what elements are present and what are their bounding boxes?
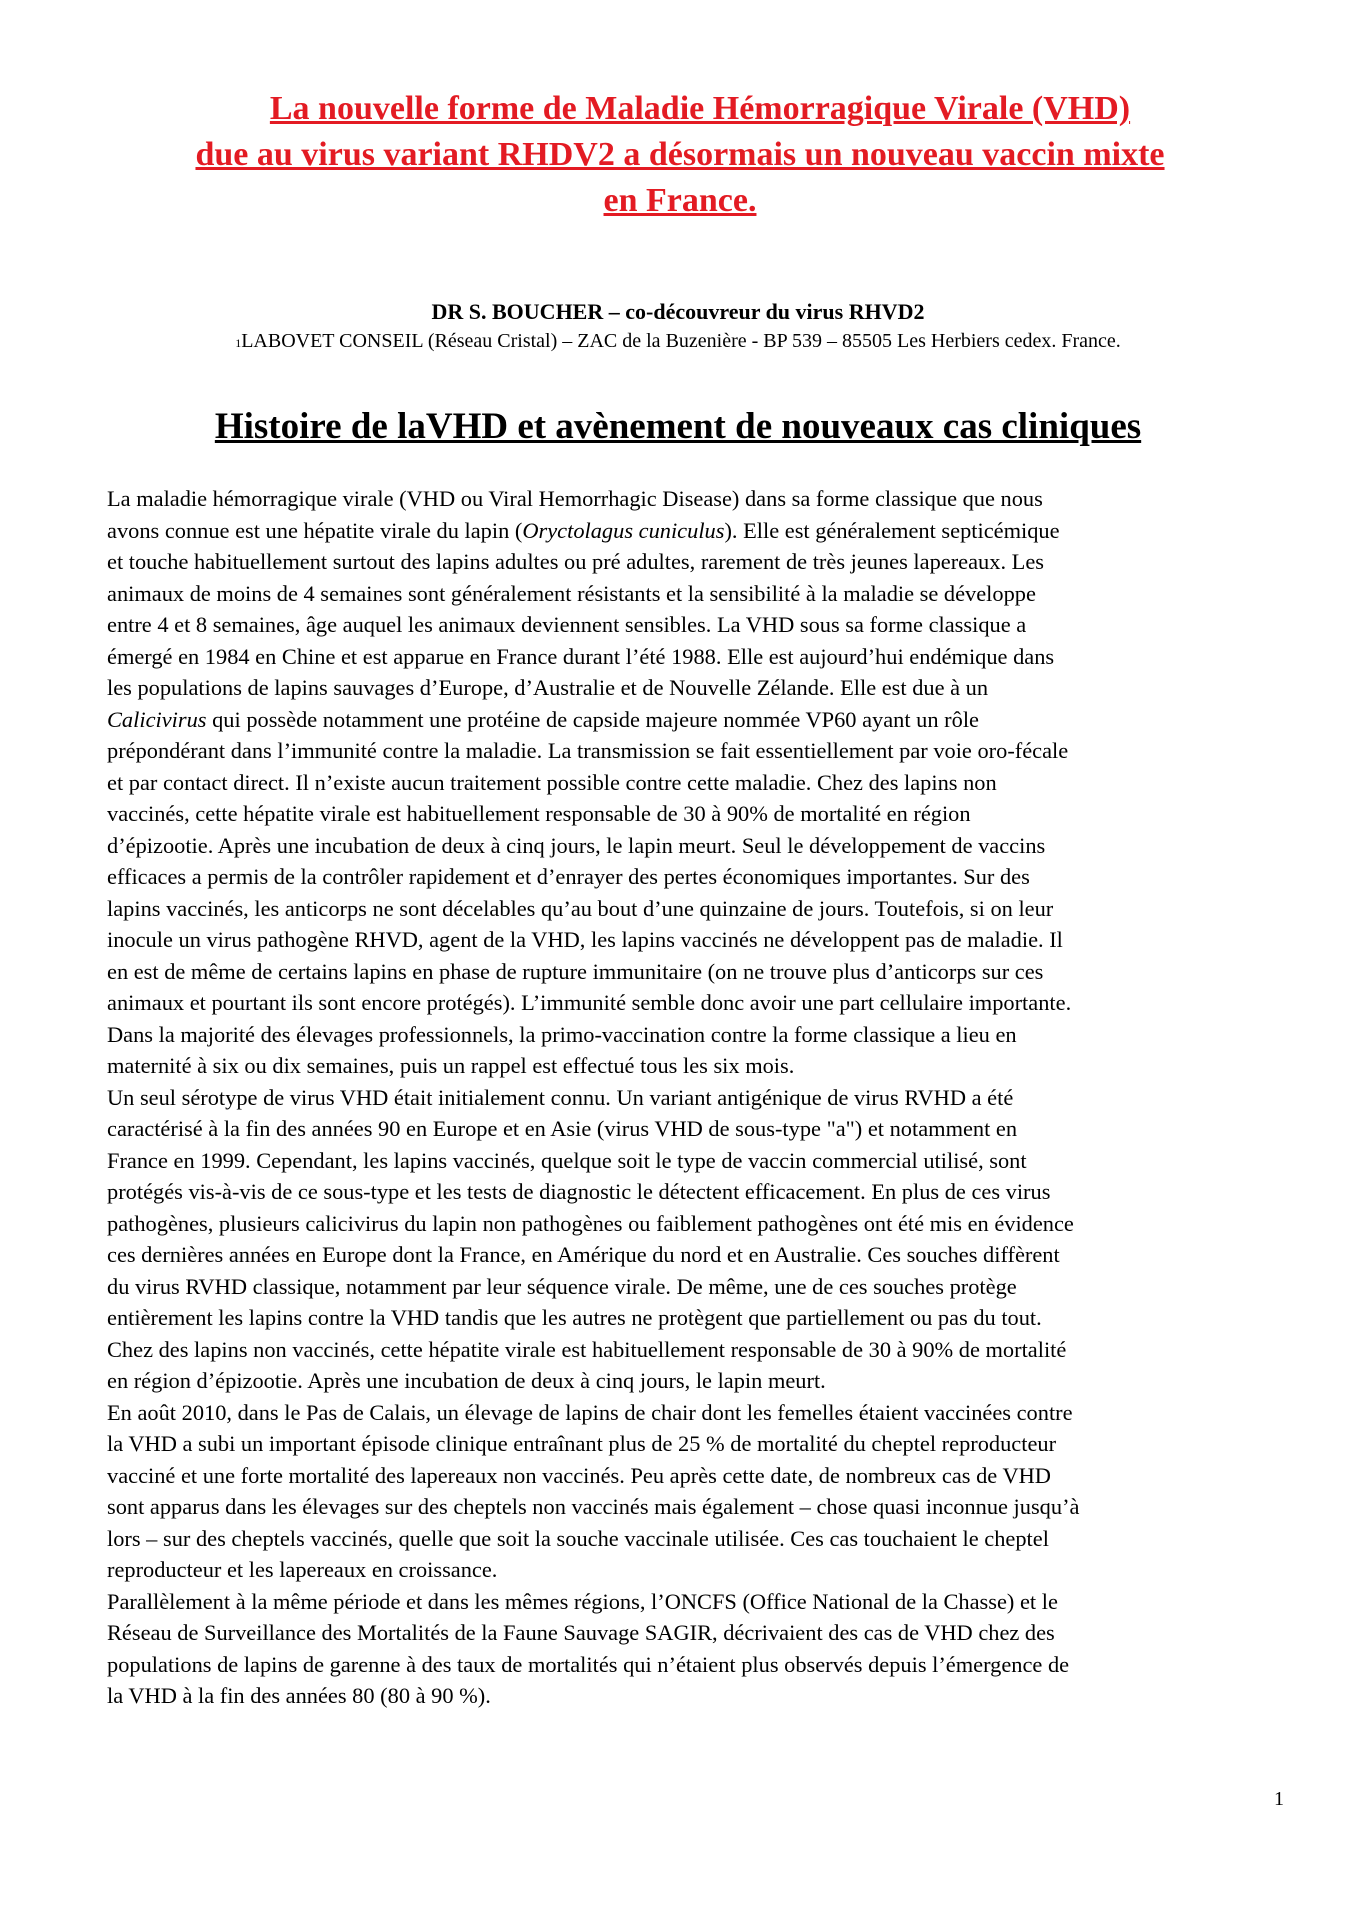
affiliation-line [0, 328, 1356, 354]
body-line: protégés vis-à-vis de ce sous-type et les tests de diagnostic le détectent efficacement. En plus de ces virus [107, 1179, 1051, 1204]
body-line: pathogènes, plusieurs calicivirus du lapin non pathogènes ou faiblement pathogènes ont été mis en évidence [107, 1210, 1074, 1236]
body-line: les populations de lapins sauvages d’Europe, d’Australie et de Nouvelle Zélande. Elle est due à un [107, 675, 989, 700]
title-line-1: La nouvelle forme de Maladie Hémorragique Virale (VHD) [269, 90, 1131, 127]
body-line: animaux et pourtant ils sont encore protégés). L’immunité semble donc avoir une part cellulaire importante. [107, 990, 1072, 1015]
body-line: France en 1999. Cependant, les lapins vaccinés, quelque soit le type de vaccin commercial utilisé, sont [107, 1147, 1027, 1173]
body-line: Dans la majorité des élevages professionnels, la primo-vaccination contre la forme classique a lieu en [107, 1021, 1017, 1047]
body-line: ces dernières années en Europe dont la France, en Amérique du nord et en Australie. Ces souches diffèrent [107, 1242, 1060, 1267]
body-line: reproducteur et les lapereaux en croissance. [107, 1557, 498, 1582]
document-title [80, 86, 1280, 224]
body-line: la VHD à la fin des années 80 (80 à 90 %). [107, 1683, 491, 1708]
body-line: En août 2010, dans le Pas de Calais, un élevage de lapins de chair dont les femelles étaient vaccinées contre [107, 1399, 1073, 1425]
body-line: et par contact direct. Il n’existe aucun traitement possible contre cette maladie. Chez des lapins non [107, 769, 997, 795]
body-line: en est de même de certains lapins en phase de rupture immunitaire (on ne trouve plus d’anticorps sur ces [107, 958, 1044, 984]
species-name: Oryctolagus cuniculus [522, 517, 725, 543]
body-line: populations de lapins de garenne à des taux de mortalités qui n’étaient plus observés depuis l’émergence de [107, 1651, 1070, 1677]
body-line: d’épizootie. Après une incubation de deux à cinq jours, le lapin meurt. Seul le développement de vaccins [107, 832, 1046, 858]
body-line: prépondérant dans l’immunité contre la maladie. La transmission se fait essentiellement par voie oro-fécale [107, 738, 1069, 763]
affiliation-text: LABOVET CONSEIL (Réseau Cristal) – ZAC de la Buzenière - BP 539 – 85505 Les Herbiers cedex. France. [241, 330, 1121, 352]
body-line: vacciné et une forte mortalité des lapereaux non vaccinés. Peu après cette date, de nombreux cas de VHD [107, 1462, 1051, 1488]
body-line: la VHD a subi un important épisode clinique entraînant plus de 25 % de mortalité du cheptel reproducteur [107, 1431, 1057, 1456]
body-line: entièrement les lapins contre la VHD tandis que les autres ne protègent que partiellement ou pas du tout. [107, 1305, 1042, 1330]
author-name: DR S. BOUCHER [431, 299, 604, 324]
body-line: lapins vaccinés, les anticorps ne sont décelables qu’au bout d’une quinzaine de jours. Toutefois, si on leur [107, 895, 1054, 921]
body-line: caractérisé à la fin des années 90 en Europe et en Asie (virus VHD de sous-type "a") et notamment en [107, 1116, 1018, 1141]
body-line: efficaces a permis de la contrôler rapidement et d’enrayer des pertes économiques importantes. Sur des [107, 864, 1030, 889]
author-role: – co-découvreur du virus RHVD2 [603, 299, 925, 324]
genus-name: Calicivirus [107, 706, 207, 732]
section-heading: Histoire de laVHD et avènement de nouveaux cas cliniques [214, 406, 1142, 447]
page-number: 1 [1274, 1788, 1284, 1810]
body-line: Un seul sérotype de virus VHD était initialement connu. Un variant antigénique de virus RVHD a été [107, 1084, 1014, 1110]
body-line: La maladie hémorragique virale (VHD ou Viral Hemorrhagic Disease) dans sa forme classique que nous [107, 486, 1043, 511]
body-line: Parallèlement à la même période et dans les mêmes régions, l’ONCFS (Office National de la Chasse) et le [107, 1588, 1058, 1614]
affiliation-marker: 1 [235, 336, 242, 350]
body-text [107, 483, 1307, 1712]
author-line [0, 298, 1356, 326]
body-line: lors – sur des cheptels vaccinés, quelle que soit la souche vaccinale utilisée. Ces cas touchaient le cheptel [107, 1525, 1049, 1551]
body-line: entre 4 et 8 semaines, âge auquel les animaux deviennent sensibles. La VHD sous sa forme classique a [107, 612, 1027, 637]
body-line: Calicivirus qui possède notamment une protéine de capside majeure nommée VP60 ayant un rôle [107, 706, 979, 732]
body-line: émergé en 1984 en Chine et est apparue en France durant l’été 1988. Elle est aujourd’hui endémique dans [107, 643, 1055, 669]
body-line: sont apparus dans les élevages sur des cheptels non vaccinés mais également – chose quasi inconnue jusqu’à [107, 1494, 1080, 1519]
body-line: animaux de moins de 4 semaines sont généralement résistants et la sensibilité à la maladie se développe [107, 580, 1036, 606]
body-line: Chez des lapins non vaccinés, cette hépatite virale est habituellement responsable de 30 à 90% de mortalité [107, 1336, 1067, 1362]
body-line: en région d’épizootie. Après une incubation de deux à cinq jours, le lapin meurt. [107, 1368, 826, 1393]
body-line: Réseau de Surveillance des Mortalités de la Faune Sauvage SAGIR, décrivaient des cas de VHD chez des [107, 1620, 1055, 1645]
title-line-2: due au virus variant RHDV2 a désormais un nouveau vaccin mixte [195, 136, 1165, 173]
body-line: du virus RVHD classique, notamment par leur séquence virale. De même, une de ces souches protège [107, 1273, 1017, 1299]
body-line: avons connue est une hépatite virale du lapin (Oryctolagus cuniculus). Elle est généralement septicémique [107, 517, 1060, 543]
body-line: et touche habituellement surtout des lapins adultes ou pré adultes, rarement de très jeunes lapereaux. Les [107, 549, 1044, 574]
body-line: maternité à six ou dix semaines, puis un rappel est effectué tous les six mois. [107, 1053, 795, 1078]
body-line: inocule un virus pathogène RHVD, agent de la VHD, les lapins vaccinés ne développent pas de maladie. Il [107, 927, 1063, 952]
body-line: vaccinés, cette hépatite virale est habituellement responsable de 30 à 90% de mortalité en région [107, 801, 971, 826]
title-line-3: en France. [603, 182, 757, 219]
